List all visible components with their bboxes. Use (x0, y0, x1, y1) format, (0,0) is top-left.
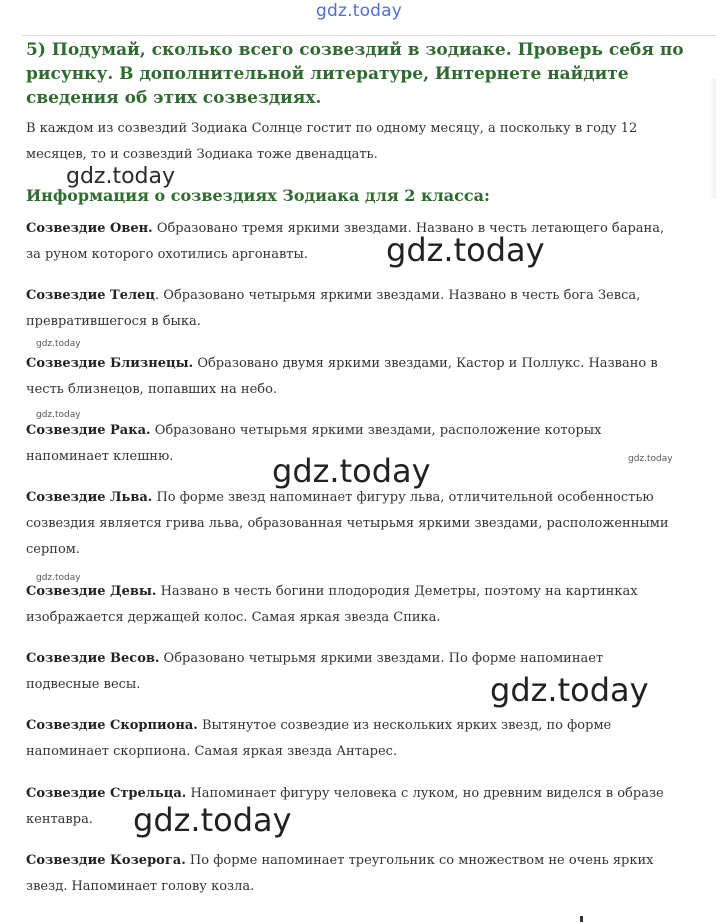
watermark: gdz.today (386, 231, 545, 269)
watermark: gdz.today (66, 164, 176, 189)
entry-title: Созвездие Девы. (26, 584, 157, 599)
constellation-entry-cancer (26, 418, 676, 470)
entry-text: По форме напоминает треугольник со множеством не очень ярких звезд. Напоминает голову козла. (26, 853, 654, 894)
watermark: gdz.today (36, 573, 81, 583)
watermark: gdz.today (628, 454, 673, 464)
watermark: gdz.today (490, 671, 649, 709)
entry-title: Созвездие Овен. (26, 221, 153, 236)
entry-text: . Образовано четырьмя яркими звездами. Названо в честь бога Зевса, превратившегося в быка. (26, 288, 641, 329)
watermark-top-logo[interactable]: gdz.today (316, 1, 403, 21)
entry-title: Созвездие Близнецы. (26, 356, 194, 371)
entry-title: Созвездие Весов. (26, 651, 160, 666)
entry-text: Напоминает фигуру человека с луком, но древним виделся в образе кентавра. (26, 786, 664, 827)
constellation-entry-libra (26, 646, 676, 698)
constellation-entry-leo (26, 485, 676, 563)
entry-title: Созвездие Стрельца. (26, 786, 187, 801)
watermark: gdz.today (36, 410, 81, 420)
entry-text: Вытянутое созвездие из нескольких ярких звезд, по форме напоминает скорпиона. Самая яркая звезда Антарес. (26, 718, 612, 759)
entry-title: Созвездие Скорпиона. (26, 718, 198, 733)
content-top-border (22, 35, 716, 36)
intro-paragraph: В каждом из созвездий Зодиака Солнце гостит по одному месяцу, а поскольку в году 12 месяцев, то и созвездий Зодиака тоже двенадцать. (26, 121, 638, 162)
constellation-entry-sagittarius (26, 781, 676, 833)
info-heading: Информация о созвездиях Зодиака для 2 класса: (26, 186, 490, 205)
entry-text: Образовано двумя яркими звездами, Кастор и Поллукс. Названо в честь близнецов, попавших на небо. (26, 356, 658, 397)
constellation-entry-virgo (26, 579, 676, 631)
constellation-entry-aries (26, 216, 676, 268)
entry-text: Образовано четырьмя яркими звездами. По форме напоминает подвесные весы. (26, 651, 604, 692)
watermark: gdz.today (36, 339, 81, 349)
entry-text: По форме звезд напоминает фигуру льва, отличительной особенностью созвездия является грива льва, образованная четырьмя яркими звездами, расположенными серпом. (26, 490, 669, 557)
entry-title: Созвездие Козерога. (26, 853, 186, 868)
entry-text: Образовано тремя яркими звездами. Названо в честь летающего барана, за руном которого охотились аргонавты. (26, 221, 665, 262)
constellation-entry-gemini (26, 351, 676, 403)
entry-title: Созвездие Льва. (26, 490, 153, 505)
entry-text: Названо в честь богини плодородия Деметры, поэтому на картинках изображается держащей колос. Самая яркая звезда Спика. (26, 584, 638, 625)
watermark: gdz.today (133, 801, 292, 839)
entry-text: Образовано четырьмя яркими звездами, расположение которых напоминает клешню. (26, 423, 602, 464)
right-edge-shadow (710, 78, 716, 198)
question-heading: 5) Подумай, сколько всего созвездий в зодиаке. Проверь себя по рисунку. В дополнительной литературе, Интернете найдите сведения об этих созвездиях. (26, 40, 684, 108)
constellation-entry-capricorn (26, 848, 676, 900)
entry-title: Созвездие Телец (26, 288, 156, 303)
watermark: gdz.today (272, 452, 431, 490)
constellation-entry-taurus (26, 283, 676, 335)
constellation-entry-scorpio (26, 713, 676, 765)
entry-title: Созвездие Рака. (26, 423, 151, 438)
page-mark (580, 916, 583, 922)
